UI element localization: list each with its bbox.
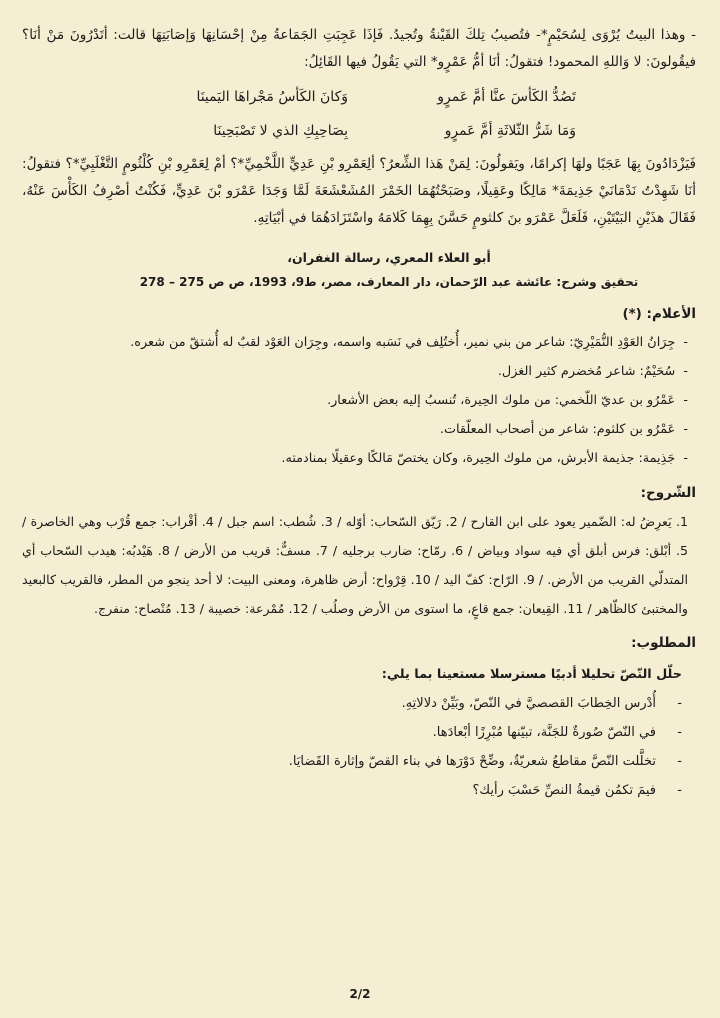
explanations-heading: الشّروح: <box>640 485 696 501</box>
task-item: - فيمَ تكمُن قيمةُ النصِّ حَسْبَ رأيك؟ <box>22 776 682 805</box>
task-text: في النّصّ صُورةٌ للجَنَّة، تبيّنها مُبْرِزًا أبْعادَها. <box>432 725 656 740</box>
verse-1 <box>22 80 576 114</box>
verse-1-first-hemistich: تَصُدُّ الكَأسَ عنَّا أمَّ عَمرٍو <box>437 89 576 105</box>
source-edition: تحقيق وشرح: عائشة عبد الرّحمان، دار المعارف، مصر، ط9، 1993، ص ص 275 – 278 <box>139 275 639 289</box>
verse-1-second-hemistich: وَكانَ الكَأسُ مَجْراهَا اليَمينَا <box>196 89 348 105</box>
notable-item: - جَذِيمة: جذيمة الأبرش، من ملوك الحِيرة، وكان يختصّ مَالكًا وعقيلًا بمنادمته. <box>22 444 688 473</box>
notable-item: - عَمْرُو بن عديّ اللّخمي: من ملوك الحِيرة، تُنسبُ إليه بعض الأشعار. <box>22 386 688 415</box>
task-item: - أُدْرس الخِطابَ القصصيَّ في النّصّ، وبَيِّنْ دلالاتِهِ. <box>22 689 682 718</box>
notables-list <box>22 328 696 473</box>
notable-item: - جِرَانُ العَوْدِ النُّمَيْرِيّ: شاعر من بني نمير، أُختُلِف في نَسَبه واسمه، وجِرَان العَوْد لقبٌ له أُشتقّ من شعره. <box>22 328 688 357</box>
required-intro: حلّل النّصّ تحليلا أدبيًا مسترسلا مستعينا بما يلي: <box>381 667 682 682</box>
task-text: تخلَّلت النّصَّ مقاطعُ شعريّةٌ، وضِّحْ دَوْرَها في بناء القصّ وإثارة القَضايَا. <box>288 754 656 769</box>
verse-2-first-hemistich: وَمَا شَرُّ الثّلاثَةِ أمَّ عَمرٍو <box>444 123 576 139</box>
verse-2 <box>22 114 576 148</box>
required-heading: المطلوب: <box>631 635 696 651</box>
verse-2-second-hemistich: بِصَاحِبِكِ الذي لا تَصْبَحِينَا <box>213 123 348 139</box>
task-text: فيمَ تكمُن قيمةُ النصِّ حَسْبَ رأيك؟ <box>472 783 656 798</box>
task-text: أُدْرس الخِطابَ القصصيَّ في النّصّ، وبَيِّنْ دلالاتِهِ. <box>401 696 656 711</box>
task-item: - في النّصّ صُورةٌ للجَنَّة، تبيّنها مُبْرِزًا أبْعادَها. <box>22 718 682 747</box>
intro-paragraph: - وهذا البيتُ يُرْوَى لِسُحَيْمٍ*- فتُصيبُ تِلكَ القَيْنةُ وتُجيدُ. فَإذَا عَجِبَتِ الجَمَاعةُ مِنْ إحْسَانِهَا وَإصَابَتِهَا قالت: أتَدْرُونَ مَنْ أنَا؟ فيقُولونَ: لا وَاللهِ المحمود! فتقولُ: أنَا أمُّ عَمْرٍو* التي يَقُولُ فيها القَائِلُ: <box>22 27 696 70</box>
narrative-paragraph: فَيَزْدَادُونَ بِهَا عَجَبًا ولهَا إكرامًا، ويَقولُونَ: لِمَنْ هَذا الشِّعرُ؟ ألِعَمْرِو بْنِ عَدِيٍّ اللَّخْمِيِّ*؟ أمْ لِعَمْرِو بْنِ كُلْثُومٍ التَّغْلَبِيِّ*؟ فتقولُ: أنَا شَهِدْتُ نَدْمَانَيْ جَذِيمَةَ* مَالِكًا وعَقِيلًا، وصَبَحْتُهُمَا الخَمْرَ المُشَعْشَعَةَ لَمَّا وَجَدَا عَمْرَو بْنَ عَدِيٍّ، فَكُنْتُ أصْرِفُ الكَأْسَ عَنْهُ، فَقَالَ هذَيْنِ البَيْتَيْنِ، فَلَعَلَّ عَمْرَو بنَ كلثومٍ حَسَّنَ بِهِمَا كَلامَهُ واسْتَزَادَهُمَا في أبْيَاتِهِ. <box>22 156 696 226</box>
task-item: - تخلَّلت النّصَّ مقاطعُ شعريّةٌ، وضِّحْ دَوْرَها في بناء القصّ وإثارة القَضايَا. <box>22 747 682 776</box>
poem-verses <box>22 80 696 148</box>
source-author: أبو العلاء المعري، رسالة الغفران، <box>287 250 491 265</box>
notable-item: - سُحَيْمٌ: شاعر مُخضرم كثير الغزل. <box>22 357 688 386</box>
page-number: 2/2 <box>349 987 371 1001</box>
notables-heading: الأعلام: (*) <box>622 306 696 322</box>
required-task-list <box>22 689 696 805</box>
notable-item: - عَمْرُو بن كلثوم: شاعر من أصحاب المعلّقات. <box>22 415 688 444</box>
explanations-text: 1. يَعرِضُ له: الضّمير يعود على ابن القارح / 2. رَيّق السّحاب: أوّله / 3. شُطب: اسم جبل / 4. أقْراب: جمع قُرْب وهي الخاصرة / 5. أبْلق: فرس أبلق أي فيه سواد وبياض / 6. رمّاح: ضارب برجليه / 7. مسفٌّ: قريب من الأرض / 8. هَيْدبُه: هيدب السّحاب أي المتدلّي القريب من الأرض. / 9. الرّاح: كفّ اليد / 10. قِرْواح: أرض ظاهرة، ومعنى البيت: لا أحد ينجو من المطر، فالقريب كالبعيد والمختبئ كالظّاهر / 11. القِيعان: جمع قاعٍ، ما استوى من الأرض وصلُب / 12. مُمْرعة: خصيبة / 13. مُنْصاح: منفرج. <box>22 514 688 616</box>
